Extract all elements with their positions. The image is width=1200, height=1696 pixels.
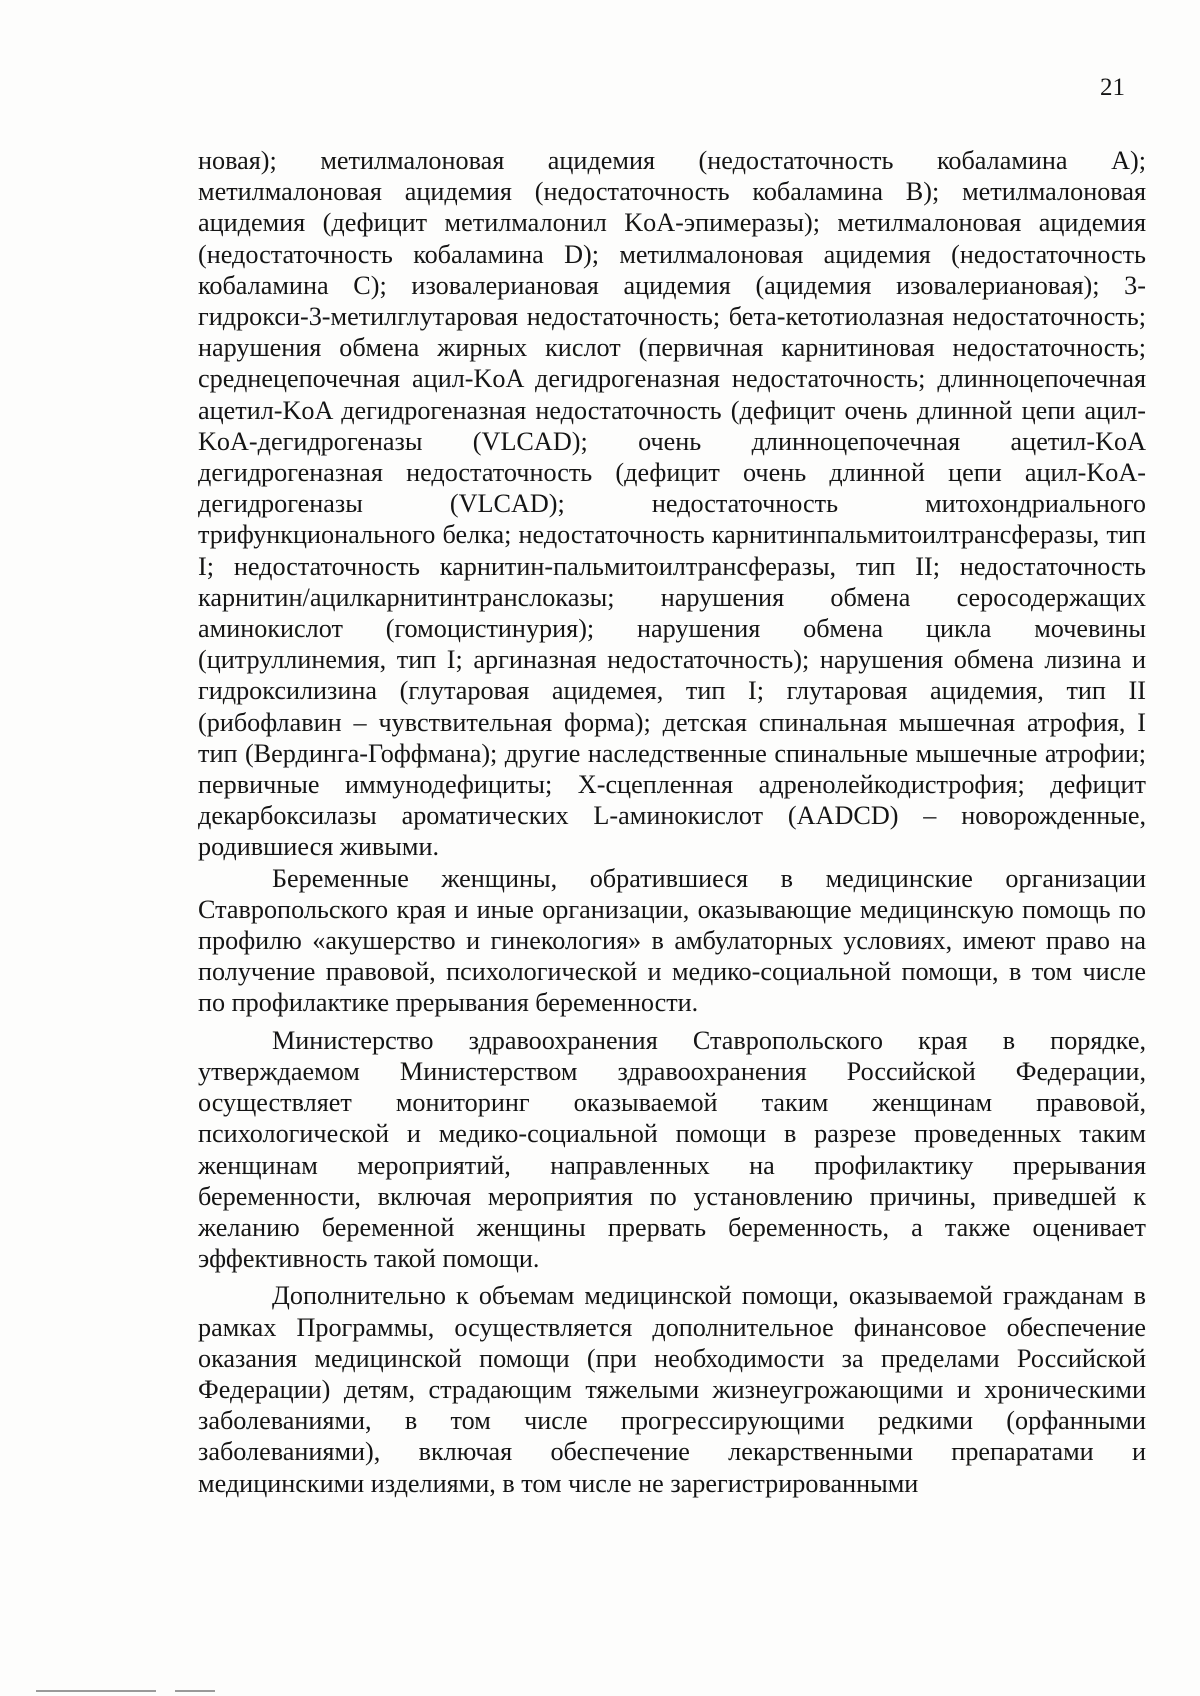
paragraph-additional-financing: Дополнительно к объемам медицинской помощи, оказываемой гражданам в рамках Программы, осуществляется дополнительное финансовое обеспечение оказания медицинской помощи (при необходимости за пределами Российской Федерации) детям, страдающим тяжелыми жизнеугрожающими и хроническими заболеваниями, в том числе прогрессирующими редкими (орфанными заболеваниями), включая обеспечение лекарственными препаратами и медицинскими изделиями, в том числе не зарегистрированными bbox=[198, 1281, 1146, 1498]
paragraph-rare-diseases-list: новая); метилмалоновая ацидемия (недостаточность кобаламина A); метилмалоновая ацидемия (недостаточность кобаламина B); метилмалоновая ацидемия (дефицит метилмалонил KoA-эпимеразы); метилмалоновая ацидемия (недостаточность кобаламина D); метилмалоновая ацидемия (недостаточность кобаламина C); изовалериановая ацидемия (ацидемия изовалериановая); 3-гидрокси-3-метилглутаровая недостаточность; бета-кетотиолазная недостаточность; нарушения обмена жирных кислот (первичная карнитиновая недостаточность; среднецепочечная ацил-KoA дегидрогеназная недостаточность; длинноцепочечная ацетил-KoA дегидрогеназная недостаточность (дефицит очень длинной цепи ацил-KoA-дегидрогеназы (VLCAD); очень длинноцепочечная ацетил-KoA дегидрогеназная недостаточность (дефицит очень длинной цепи ацил-KoA-дегидрогеназы (VLCAD); недостаточность митохондриального трифункционального белка; недостаточность карнитинпальмитоилтрансферазы, тип I; недостаточность карнитин-пальмитоилтрансферазы, тип II; недостаточность карнитин/ацилкарнитинтранслоказы; нарушения обмена серосодержащих аминокислот (гомоцистинурия); нарушения обмена цикла мочевины (цитруллинемия, тип I; аргиназная недостаточность); нарушения обмена лизина и гидроксилизина (глутаровая ацидемея, тип I; глутаровая ацидемия, тип II (рибофлавин – чувствительная форма); детская спинальная мышечная атрофия, I тип (Вердинга-Гоффмана); другие наследственные спинальные мышечные атрофии; первичные иммунодефициты; X-сцепленная адренолейкодистрофия; дефицит декарбоксилазы ароматических L-аминокислот (AADCD) – новорожденные, родившиеся живыми. bbox=[198, 146, 1146, 862]
scan-mark-right bbox=[175, 1690, 215, 1692]
paragraph-pregnant-women-rights: Беременные женщины, обратившиеся в медицинские организации Ставропольского края и иные организации, оказывающие медицинскую помощь по профилю «акушерство и гинекология» в амбулаторных условиях, имеют право на получение правовой, психологической и медико-социальной помощи, в том числе по профилактике прерывания беременности. bbox=[198, 863, 1146, 1018]
scan-mark-left bbox=[36, 1690, 156, 1692]
paragraph-ministry-monitoring: Министерство здравоохранения Ставропольского края в порядке, утверждаемом Министерством здравоохранения Российской Федерации, осуществляет мониторинг оказываемой таким женщинам правовой, психологической и медико-социальной помощи в разрезе проведенных таким женщинам мероприятий, направленных на профилактику прерывания беременности, включая мероприятия по установлению причины, приведшей к желанию беременной женщины прервать беременность, а также оценивает эффективность такой помощи. bbox=[198, 1025, 1146, 1274]
page-number: 21 bbox=[1100, 74, 1125, 101]
body-text bbox=[198, 145, 1146, 1499]
